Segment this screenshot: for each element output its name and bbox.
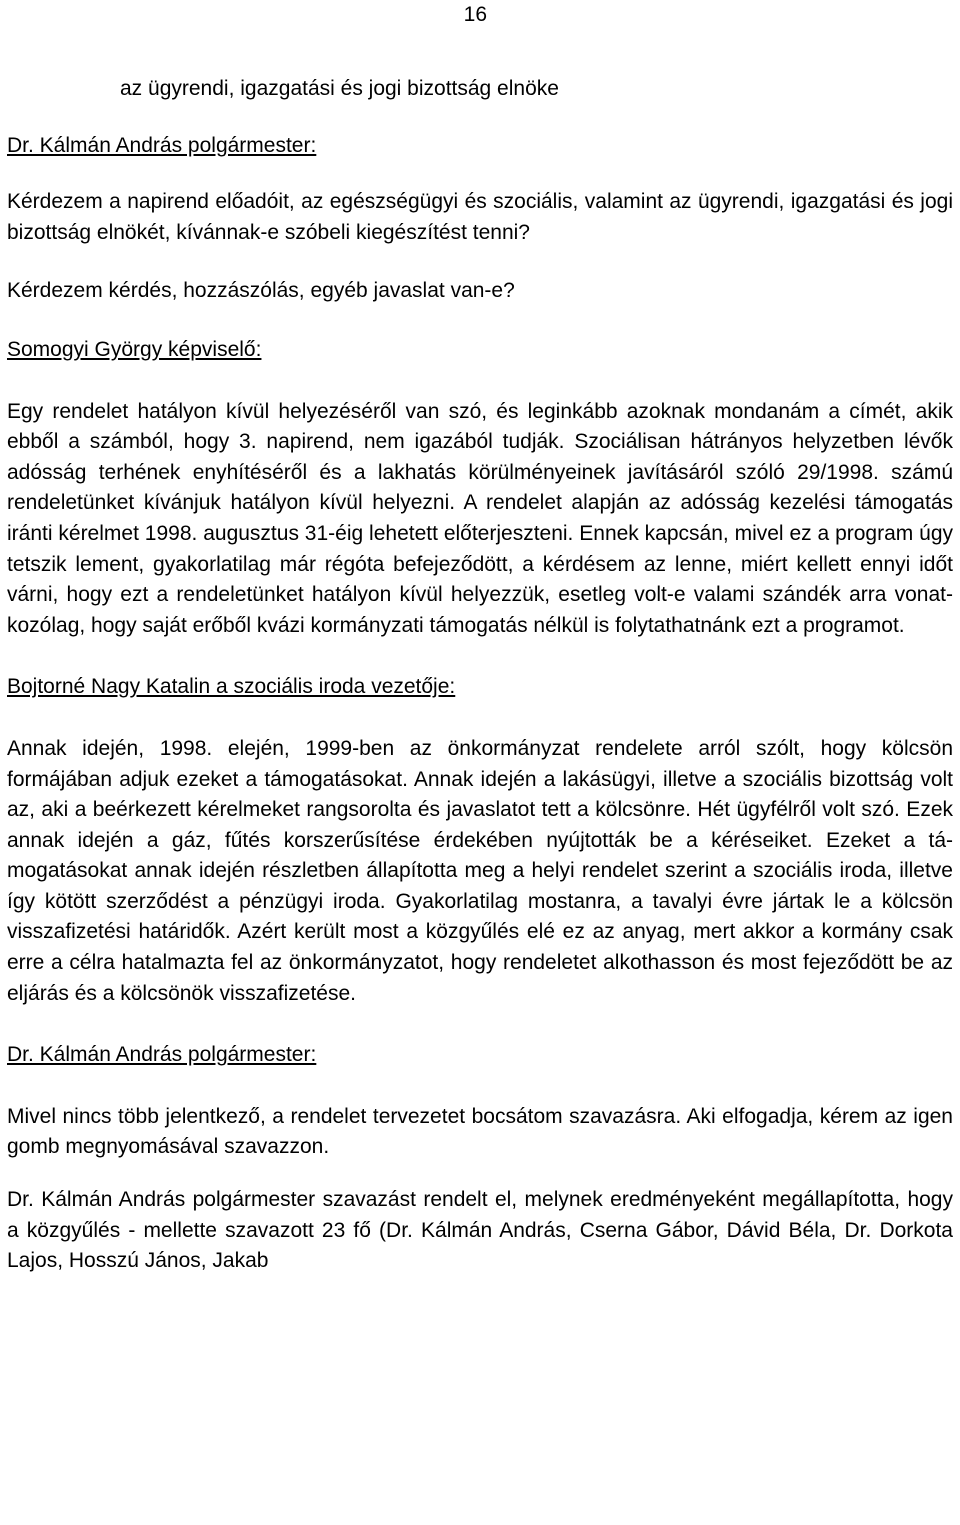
paragraph-bojtorne: Annak idején, 1998. elején, 1999-ben az önkormányzat rendelete arról szólt, hogy kölcsön formájában adjuk ezeket a támogatásokat. Annak idején a lakásügyi, illetve a szociális bizottság volt az, aki a beérkezett kérelmeket rangsorolta és javaslatot tett a kölcsönre. Hét ügyfélről volt szó. Ezek annak idején a gáz, fűtés korszerűsítése érdekében nyújtották be a kéréseiket. Ezeket a támogatásokat annak idején részletben állapította meg a helyi rendelet szerint a szociális iroda, illetve így kötött szerződést a pénzügyi iroda. Gyakorlatilag mostanra, a tavalyi évre jártak le a kölcsön visszafizetési határidők. Azért került most a közgyűlés elé ez az anyag, mert akkor a kormány csak erre a célra hatalmazta fel az önkormányzatot, hogy rendeletet alkothasson és most fejeződött be az eljárás és a kölcsönök visszafizetése. (7, 736, 953, 1005)
speaker-name-somogyi: Somogyi György képviselő: (7, 337, 262, 361)
speaker-role-line: az ügyrendi, igazgatási és jogi bizottság elnöke (120, 77, 559, 100)
paragraph-somogyi: Egy rendelet hatályon kívül helyezéséről van szó, és leginkább azoknak mondanám a címét, akik ebből a számból, hogy 3. napirend, nem igazából tudják. Szociálisan hátrányos helyzetben lévők adósság terhének enyhítéséről és a lakhatás körülményeinek javításáról szóló 29/1998. számú rendeletünket kívánjuk hatályon kívül helyezni. A rendelet alapján az adósság kezelési támogatás iránti kérelmet 1998. augusztus 31-éig lehetett előterjeszteni. Ennek kapcsán, mivel ez a program úgy tetszik lement, gyakorlatilag már régóta befejeződött, a kérdésem az lenne, miért kellett ennyi időt várni, hogy ezt a rendeletünket hatályon kívül helyezzük, esetleg volt-e valami szándék arra vonatkozólag, hogy saját erőből kvázi kormányzati támogatás nélkül is folytathatnánk ezt a programot. (7, 399, 953, 637)
document-body (7, 74, 953, 1277)
paragraph-mayor-question-2: Kérdezem kérdés, hozzászólás, egyéb javaslat van-e? (7, 279, 515, 303)
speaker-name-mayor: Dr. Kálmán András polgármester: (7, 133, 317, 157)
page-number: 16 (463, 3, 487, 26)
speaker-name-bojtorne: Bojtorné Nagy Katalin a szociális iroda vezetője: (7, 675, 456, 699)
speaker-name-mayor-2: Dr. Kálmán András polgármester: (7, 1043, 317, 1067)
paragraph-mayor-vote: Mivel nincs több jelentkező, a rendelet tervezetet bocsátom szavazásra. Aki elfogadja, kérem az igen gomb megnyomásával szavazzon. (7, 1104, 953, 1159)
paragraph-mayor-question: Kérdezem a napirend előadóit, az egészségügyi és szociális, valamint az ügyrendi, igazgatási és jogi bizottság elnökét, kívánnak-e szóbeli kiegészítést tenni? (7, 190, 953, 244)
paragraph-vote-result: Dr. Kálmán András polgármester szavazást rendelt el, melynek eredményeként megállapította, hogy a közgyűlés - mellette szavazott 23 fő (Dr. Kálmán András, Cserna Gábor, Dávid Béla, Dr. Dorkota Lajos, Hosszú János, Jakab (7, 1188, 953, 1273)
